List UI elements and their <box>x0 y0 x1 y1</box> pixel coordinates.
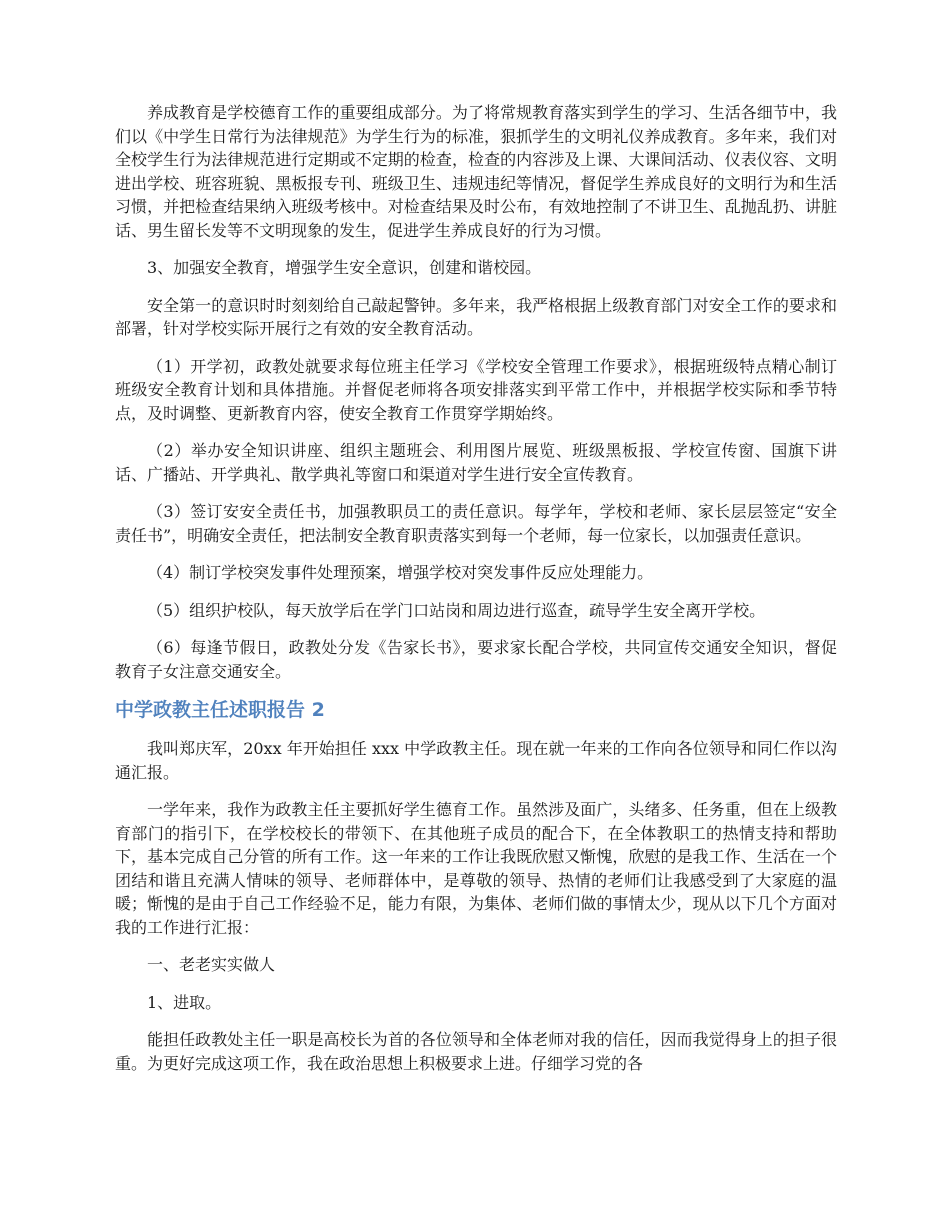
paragraph-habit-education: 养成教育是学校德育工作的重要组成部分。为了将常规教育落实到学生的学习、生活各细节中，我们以《中学生日常行为法律规范》为学生行为的标准，狠抓学生的文明礼仪养成教育。多年来，我们对全校学生行为法律规范进行定期或不定期的检查，检查的内容涉及上课、大课间活动、仪表仪容、文明进出学校、班容班貌、黑板报专刊、班级卫生、违规违纪等情况，督促学生养成良好的文明行为和生活习惯，并把检查结果纳入班级考核中。对检查结果及时公布，有效地控制了不讲卫生、乱抛乱扔、讲脏话、男生留长发等不文明现象的发生，促进学生养成良好的行为习惯。 <box>115 103 837 240</box>
document-page <box>115 101 837 1089</box>
paragraph-safety-heading: 3、加强安全教育，增强学生安全意识，创建和谐校园。 <box>147 258 542 277</box>
paragraph-introduction: 我叫郑庆军，20xx 年开始担任 xxx 中学政教主任。现在就一年来的工作向各位领导和同仁作以沟通汇报。 <box>115 739 837 782</box>
paragraph-progress: 能担任政教处主任一职是高校长为首的各位领导和全体老师对我的信任，因而我觉得身上的担子很重。为更好完成这项工作，我在政治思想上积极要求上进。仔细学习党的各 <box>115 1030 837 1073</box>
paragraph-item-3: （3）签订安安全责任书，加强教职员工的责任意识。每学年，学校和老师、家长层层签定“安全责任书”，明确安全责任，把法制安全教育职责落实到每一个老师，每一位家长，以加强责任意识。 <box>115 502 837 545</box>
section-heading: 中学政教主任述职报告 2 <box>115 699 325 721</box>
paragraph-item-5: （5）组织护校队，每天放学后在学门口站岗和周边进行巡查，疏导学生安全离开学校。 <box>147 600 766 620</box>
paragraph-section-one: 一、老老实实做人 <box>147 955 276 974</box>
paragraph-safety-intro: 安全第一的意识时时刻刻给自己敲起警钟。多年来，我严格根据上级教育部门对安全工作的要求和部署，针对学校实际开展行之有效的安全教育活动。 <box>115 295 837 338</box>
paragraph-item-1: （1）开学初，政教处就要求每位班主任学习《学校安全管理工作要求》，根据班级特点精心制订班级安全教育计划和具体措施。并督促老师将各项安排落实到平常工作中，并根据学校实际和季节特点，及时调整、更新教育内容，使安全教育工作贯穿学期始终。 <box>115 356 837 423</box>
paragraph-summary: 一学年来，我作为政教主任主要抓好学生德育工作。虽然涉及面广，头绪多、任务重，但在上级教育部门的指引下，在学校校长的带领下、在其他班子成员的配合下，在全体教职工的热情支持和帮助下，基本完成自己分管的所有工作。这一年来的工作让我既欣慰又惭愧，欣慰的是我工作、生活在一个团结和谐且充满人情味的领导、老师群体中，是尊敬的领导、热情的老师们让我感受到了大家庭的温暖；惭愧的是由于自己工作经验不足，能力有限，为集体、老师们做的事情太少，现从以下几个方面对我的工作进行汇报： <box>115 800 837 937</box>
paragraph-item-2: （2）举办安全知识讲座、组织主题班会、利用图片展览、班级黑板报、学校宣传窗、国旗下讲话、广播站、开学典礼、散学典礼等窗口和渠道对学生进行安全宣传教育。 <box>115 441 837 484</box>
paragraph-subsection-one: 1、进取。 <box>147 992 222 1012</box>
paragraph-item-4: （4）制订学校突发事件处理预案，增强学校对突发事件反应处理能力。 <box>147 563 654 582</box>
paragraph-item-6: （6）每逢节假日，政教处分发《告家长书》，要求家长配合学校，共同宣传交通安全知识，督促教育子女注意交通安全。 <box>115 638 837 681</box>
